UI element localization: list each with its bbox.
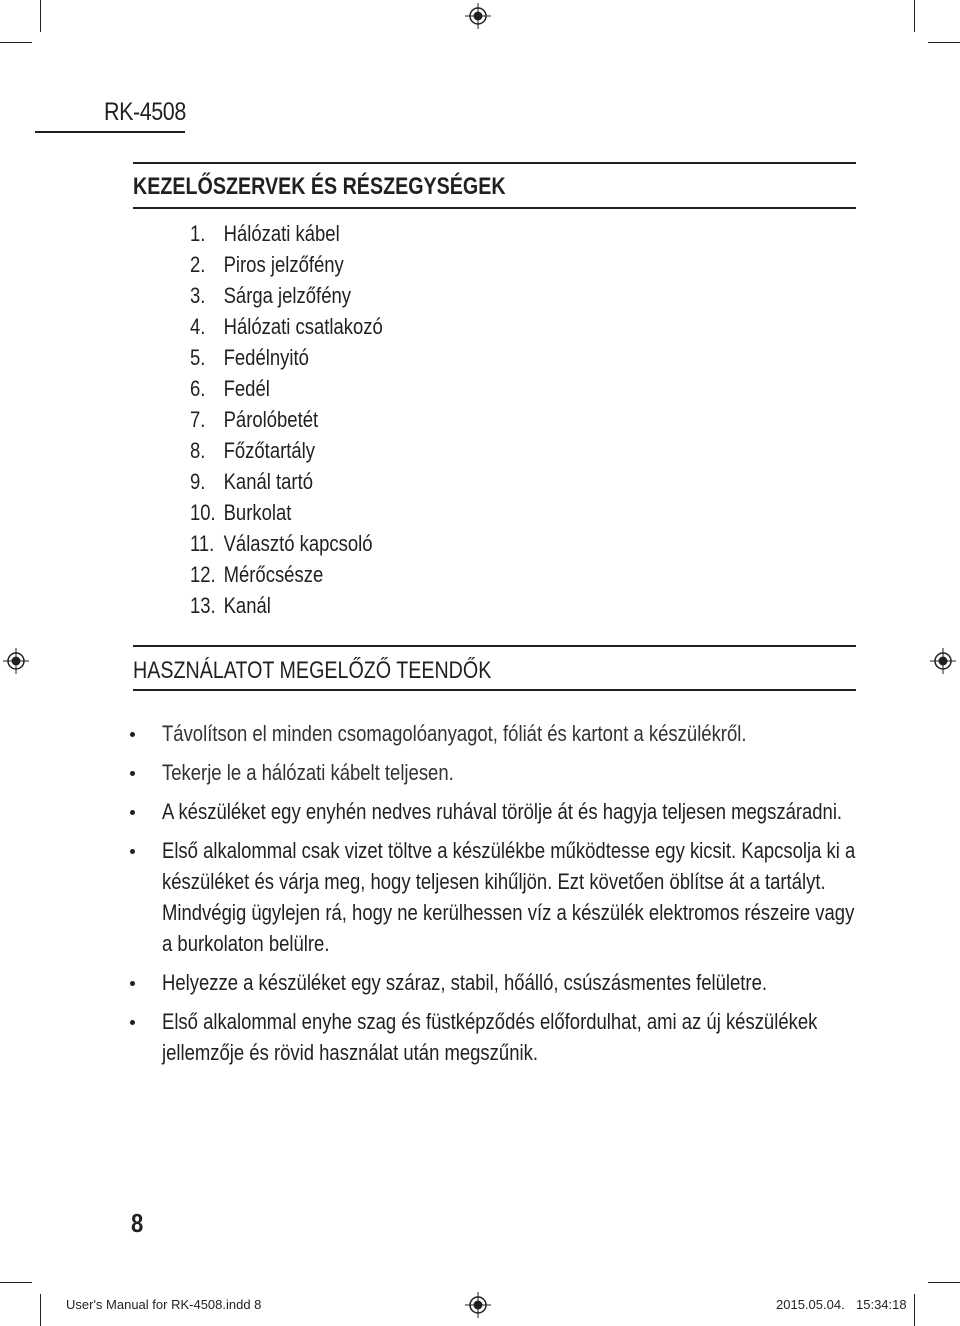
crop-mark (40, 0, 41, 32)
list-item: Tekerje le a hálózati kábelt teljesen. (124, 757, 864, 788)
bullet-icon (130, 732, 135, 737)
crop-mark (928, 42, 960, 43)
crop-mark (0, 42, 32, 43)
list-item: 5. Fedélnyitó (190, 345, 309, 370)
list-item: 6. Fedél (190, 376, 270, 401)
list-item: 11. Választó kapcsoló (190, 531, 373, 556)
section-bottom-rule (133, 207, 856, 209)
footer-filename: User's Manual for RK-4508.indd 8 (66, 1297, 262, 1312)
list-item: 3. Sárga jelzőfény (190, 283, 351, 308)
list-item: 8. Főzőtartály (190, 438, 316, 463)
registration-mark-icon (3, 648, 29, 674)
model-number: RK-4508 (104, 98, 186, 126)
list-item: A készüléket egy enyhén nedves ruhával törölje át és hagyja teljesen megszáradni. (124, 796, 864, 827)
crop-mark (914, 1294, 915, 1326)
list-item: 10. Burkolat (190, 500, 292, 525)
crop-mark (0, 1282, 32, 1283)
crop-mark (40, 1294, 41, 1326)
registration-mark-icon (930, 648, 956, 674)
parts-list (190, 221, 420, 624)
bullet-icon (130, 981, 135, 986)
list-item: 9. Kanál tartó (190, 469, 313, 494)
section-top-rule (133, 645, 856, 647)
bullet-icon (130, 771, 135, 776)
section-title-preparation: HASZNÁLATOT MEGELŐZŐ TEENDŐK (133, 657, 492, 684)
list-item: 13. Kanál (190, 593, 271, 618)
registration-mark-icon (465, 3, 491, 29)
preparation-list (124, 718, 864, 1076)
list-item: Távolítson el minden csomagolóanyagot, fóliát és kartont a készülékről. (124, 718, 864, 749)
footer-time: 15:34:18 (856, 1297, 907, 1312)
list-item: Helyezze a készüléket egy száraz, stabil, hőálló, csúszásmentes felületre. (124, 967, 864, 998)
registration-mark-icon (465, 1292, 491, 1318)
list-item: 4. Hálózati csatlakozó (190, 314, 383, 339)
crop-mark (914, 0, 915, 32)
section-bottom-rule (133, 689, 856, 691)
footer-date: 2015.05.04. (776, 1297, 845, 1312)
list-item: 7. Párolóbetét (190, 407, 319, 432)
bullet-icon (130, 810, 135, 815)
list-item: 12. Mérőcsésze (190, 562, 324, 587)
section-title-controls: KEZELŐSZERVEK ÉS RÉSZEGYSÉGEK (133, 173, 506, 200)
bullet-icon (130, 1020, 135, 1025)
list-item: Első alkalommal csak vizet töltve a készülékbe működtesse egy kicsit. Kapcsolja ki a készüléket és várja meg, hogy teljesen kihűljön. Ezt követően öblítse át a tartályt. Mindvégig ügylejen rá, hogy ne kerülhessen víz a készülék elektromos részeire vagy a burkolaton belülre. (124, 835, 864, 959)
crop-mark (928, 1282, 960, 1283)
section-top-rule (133, 162, 856, 164)
page-number: 8 (131, 1208, 144, 1238)
list-item: 1. Hálózati kábel (190, 221, 340, 246)
header-divider (35, 131, 185, 133)
list-item: Első alkalommal enyhe szag és füstképződés előfordulhat, ami az új készülékek jellemzője és rövid használat után megszűnik. (124, 1006, 864, 1068)
bullet-icon (130, 849, 135, 854)
list-item: 2. Piros jelzőfény (190, 252, 344, 277)
